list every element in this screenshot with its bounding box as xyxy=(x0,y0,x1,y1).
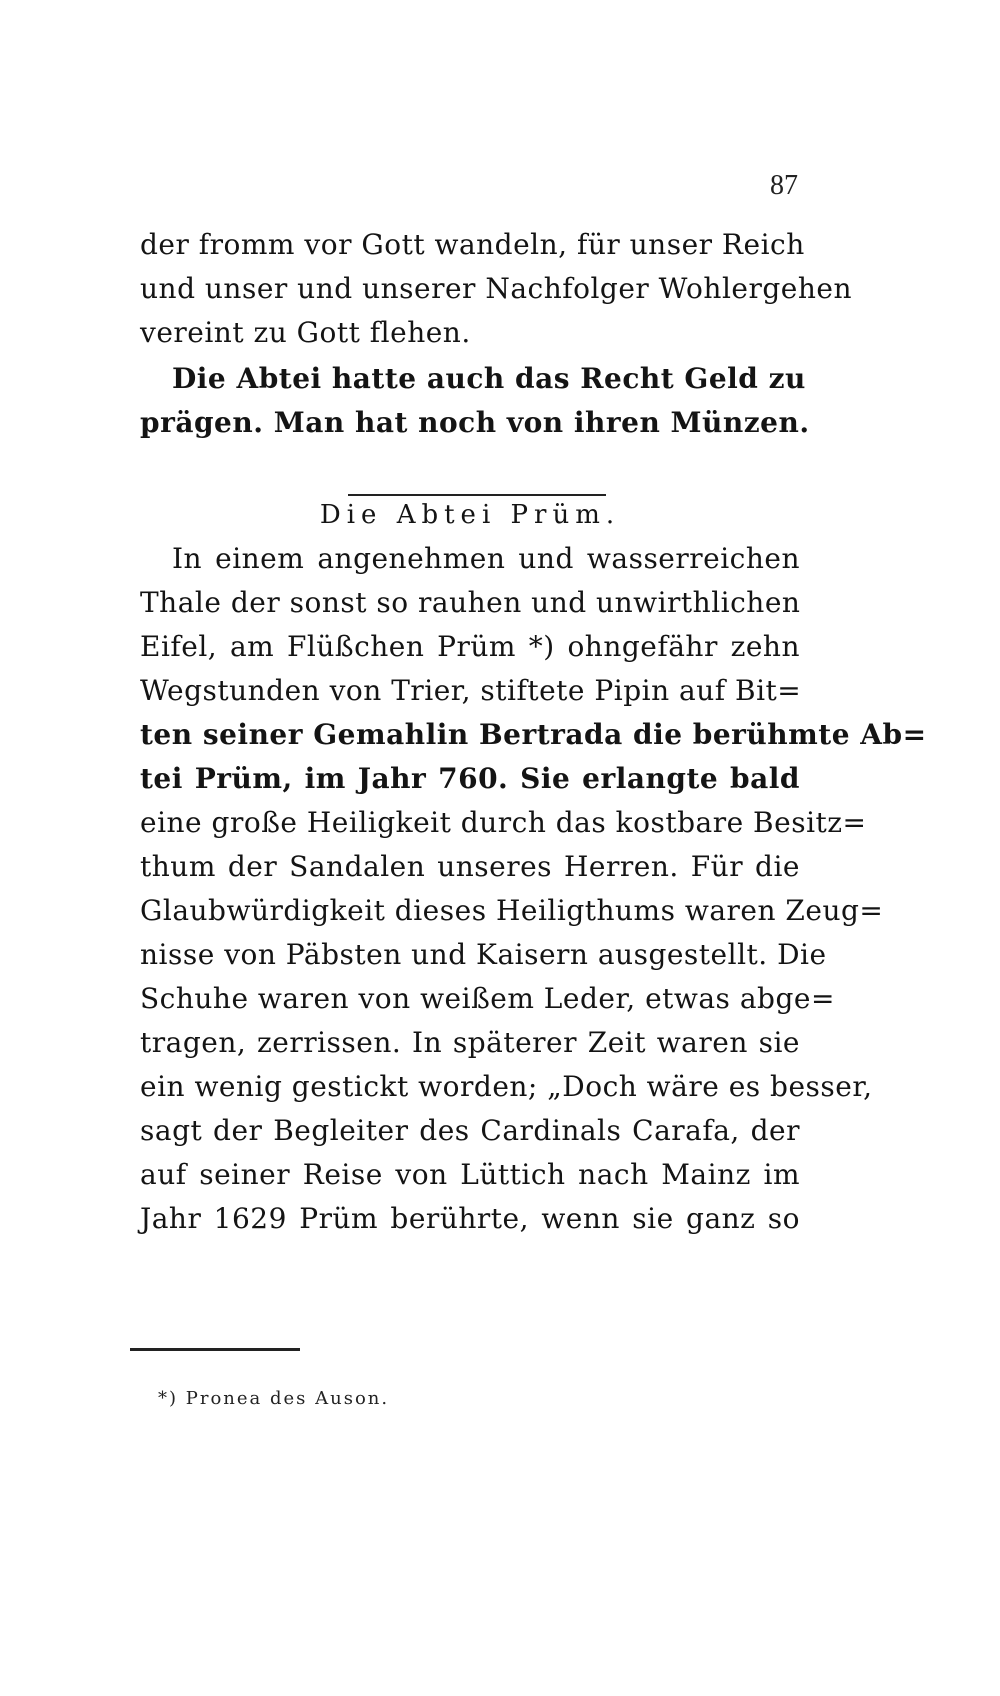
text-line: In einem angenehmen und wasserreichen xyxy=(172,542,800,575)
text-line: Schuhe waren von weißem Leder, etwas abge= xyxy=(140,982,835,1015)
text-line: Eifel, am Flüßchen Prüm *) ohngefähr zehn xyxy=(140,630,800,663)
footnote-divider xyxy=(130,1348,300,1351)
text-line: und unser und unserer Nachfolger Wohlergehen xyxy=(140,272,852,305)
footnote: *) Pronea des Auson. xyxy=(158,1388,390,1409)
text-line: ten seiner Gemahlin Bertrada die berühmte Ab= xyxy=(140,718,927,751)
text-line: prägen. Man hat noch von ihren Münzen. xyxy=(140,406,810,439)
text-line: Glaubwürdigkeit dieses Heiligthums waren Zeug= xyxy=(140,894,884,927)
text-line: ein wenig gestickt worden; „Doch wäre es besser, xyxy=(140,1070,873,1103)
text-line: der fromm vor Gott wandeln, für unser Reich xyxy=(140,228,805,261)
text-line: Jahr 1629 Prüm berührte, wenn sie ganz so xyxy=(140,1202,800,1235)
page-number: 87 xyxy=(770,170,798,201)
text-line: auf seiner Reise von Lüttich nach Mainz im xyxy=(140,1158,800,1191)
text-line: Thale der sonst so rauhen und unwirthlichen xyxy=(140,586,801,619)
text-line: nisse von Päbsten und Kaisern ausgestellt. Die xyxy=(140,938,827,971)
text-line: sagt der Begleiter des Cardinals Carafa, der xyxy=(140,1114,800,1147)
section-divider xyxy=(348,494,606,496)
text-line: thum der Sandalen unseres Herren. Für die xyxy=(140,850,800,883)
section-heading: Die Abtei Prüm. xyxy=(319,500,621,530)
text-line: vereint zu Gott flehen. xyxy=(140,316,471,349)
text-line: tragen, zerrissen. In späterer Zeit waren sie xyxy=(140,1026,800,1059)
text-line: tei Prüm, im Jahr 760. Sie erlangte bald xyxy=(140,762,800,795)
text-line: Die Abtei hatte auch das Recht Geld zu xyxy=(172,362,806,395)
text-line: eine große Heiligkeit durch das kostbare Besitz= xyxy=(140,806,867,839)
text-line: Wegstunden von Trier, stiftete Pipin auf Bit= xyxy=(140,674,802,707)
